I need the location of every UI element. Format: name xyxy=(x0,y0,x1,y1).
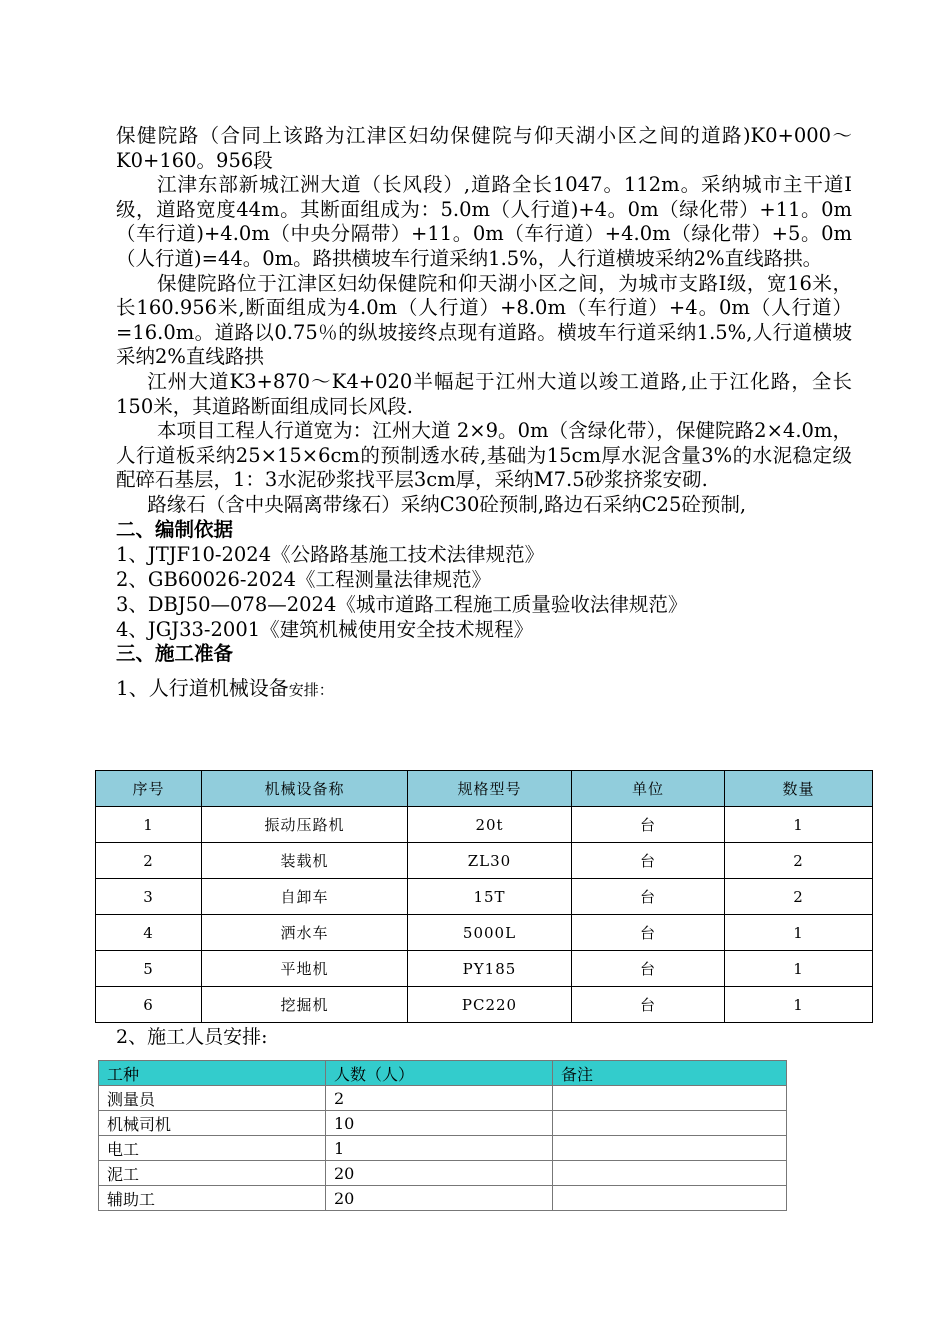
cell-unit: 台 xyxy=(572,951,725,987)
cell-equipment: 装载机 xyxy=(202,843,408,879)
paragraph-baojianyuan-road: 保健院路位于江津区妇幼保健院和仰天湖小区之间，为城市支路I级，宽16米，长160.956米,断面组成为4.0m（人行道）+8.0m（车行道）+4。0m（人行道）=16.0m。道路以0.75％的纵坡接终点现有道路。横坡车行道采纳1.5%,人行道横坡采纳2%直线路拱 xyxy=(116,271,852,369)
table-row xyxy=(96,843,873,879)
cell-headcount: 20 xyxy=(326,1161,553,1186)
table-row xyxy=(96,879,873,915)
table-row xyxy=(99,1161,787,1186)
cell-remarks xyxy=(553,1186,787,1211)
cell-index: 5 xyxy=(96,951,202,987)
cell-model: 5000L xyxy=(408,915,572,951)
paragraph-sidewalk: 本项目工程人行道宽为：江州大道 2×9。0m（含绿化带），保健院路2×4.0m，人行道板采纳25×15×6cm的预制透水砖,基础为15cm厚水泥含量3%的水泥稳定级配碎石基层，1：3水泥砂浆找平层3cm厚，采纳M7.5砂浆挤浆安砌. xyxy=(116,419,852,492)
column-header-equipment: 机械设备称 xyxy=(202,771,408,807)
cell-remarks xyxy=(553,1161,787,1186)
equipment-table xyxy=(95,770,873,1023)
reference-item: 4、JGJ33-2001《建筑机械使用安全技术规程》 xyxy=(116,618,534,642)
cell-quantity: 2 xyxy=(725,843,873,879)
cell-index: 6 xyxy=(96,987,202,1023)
cell-quantity: 2 xyxy=(725,879,873,915)
table-row xyxy=(96,987,873,1023)
column-header-model: 规格型号 xyxy=(408,771,572,807)
cell-remarks xyxy=(553,1111,787,1136)
subheading-equipment-main: 1、人行道机械设备 xyxy=(116,675,289,700)
cell-remarks xyxy=(553,1136,787,1161)
cell-index: 1 xyxy=(96,807,202,843)
equipment-table-header-row xyxy=(96,771,873,807)
cell-unit: 台 xyxy=(572,987,725,1023)
cell-model: ZL30 xyxy=(408,843,572,879)
cell-quantity: 1 xyxy=(725,807,873,843)
cell-model: 15T xyxy=(408,879,572,915)
reference-list xyxy=(116,542,852,642)
cell-trade: 电工 xyxy=(99,1136,326,1161)
cell-headcount: 1 xyxy=(326,1136,553,1161)
table-row xyxy=(99,1111,787,1136)
cell-trade: 泥工 xyxy=(99,1161,326,1186)
staff-table xyxy=(98,1060,787,1211)
cell-unit: 台 xyxy=(572,915,725,951)
cell-index: 4 xyxy=(96,915,202,951)
section-heading-preparation: 三、施工准备 xyxy=(116,642,234,666)
paragraph-jiangzhou-half: 江州大道K3+870～K4+020半幅起于江州大道以竣工道路,止于江化路，全长150米，其道路断面组成同长风段. xyxy=(116,369,852,418)
column-header-unit: 单位 xyxy=(572,771,725,807)
cell-quantity: 1 xyxy=(725,951,873,987)
column-header-headcount: 人数（人） xyxy=(326,1061,553,1086)
column-header-quantity: 数量 xyxy=(725,771,873,807)
cell-headcount: 10 xyxy=(326,1111,553,1136)
cell-equipment: 自卸车 xyxy=(202,879,408,915)
table-row xyxy=(99,1136,787,1161)
cell-unit: 台 xyxy=(572,843,725,879)
paragraph-curbstone: 路缘石（含中央隔离带缘石）采纳C30砼预制,路边石采纳C25砼预制, xyxy=(147,492,747,516)
cell-unit: 台 xyxy=(572,879,725,915)
column-header-index: 序号 xyxy=(96,771,202,807)
column-header-remarks: 备注 xyxy=(553,1061,787,1086)
cell-model: 20t xyxy=(408,807,572,843)
cell-trade: 辅助工 xyxy=(99,1186,326,1211)
table-row xyxy=(96,915,873,951)
cell-model: PC220 xyxy=(408,987,572,1023)
cell-index: 2 xyxy=(96,843,202,879)
reference-item: 1、JTJF10-2024《公路路基施工技术法律规范》 xyxy=(116,543,545,567)
cell-equipment: 洒水车 xyxy=(202,915,408,951)
cell-remarks xyxy=(553,1086,787,1111)
table-row xyxy=(99,1086,787,1111)
cell-unit: 台 xyxy=(572,807,725,843)
paragraph-road-scope: 保健院路（合同上该路为江津区妇幼保健院与仰天湖小区之间的道路)K0+000～K0+160。956段 xyxy=(116,124,852,172)
cell-equipment: 平地机 xyxy=(202,951,408,987)
cell-trade: 测量员 xyxy=(99,1086,326,1111)
table-row xyxy=(96,807,873,843)
document-body xyxy=(116,124,852,709)
table-row xyxy=(96,951,873,987)
reference-item: 3、DBJ50—078—2024《城市道路工程施工质量验收法律规范》 xyxy=(116,593,688,617)
subheading-equipment xyxy=(116,671,852,707)
table-row xyxy=(99,1186,787,1211)
section-heading-basis: 二、编制依据 xyxy=(116,517,234,541)
cell-index: 3 xyxy=(96,879,202,915)
subheading-equipment-suffix: 安排： xyxy=(288,680,334,699)
cell-headcount: 20 xyxy=(326,1186,553,1211)
column-header-trade: 工种 xyxy=(99,1061,326,1086)
cell-quantity: 1 xyxy=(725,987,873,1023)
cell-equipment: 振动压路机 xyxy=(202,807,408,843)
cell-equipment: 挖掘机 xyxy=(202,987,408,1023)
cell-headcount: 2 xyxy=(326,1086,553,1111)
cell-quantity: 1 xyxy=(725,915,873,951)
staff-table-header-row xyxy=(99,1061,787,1086)
reference-item: 2、GB60026-2024《工程测量法律规范》 xyxy=(116,568,492,592)
cell-trade: 机械司机 xyxy=(99,1111,326,1136)
subheading-staff: 2、施工人员安排: xyxy=(116,1026,268,1048)
cell-model: PY185 xyxy=(408,951,572,987)
paragraph-jiangzhou-avenue: 江津东部新城江洲大道（长风段）,道路全长1047。112m。采纳城市主干道Ⅰ级，道路宽度44m。其断面组成为：5.0m（人行道)+4。0m（绿化带）+11。0m（车行道)+4.0m（中央分隔带）+11。0m（车行道）+4.0m（绿化带）+5。0m（人行道)=44。0m。路拱横坡车行道采纳1.5%，人行道横坡采纳2%直线路拱。 xyxy=(116,173,852,270)
